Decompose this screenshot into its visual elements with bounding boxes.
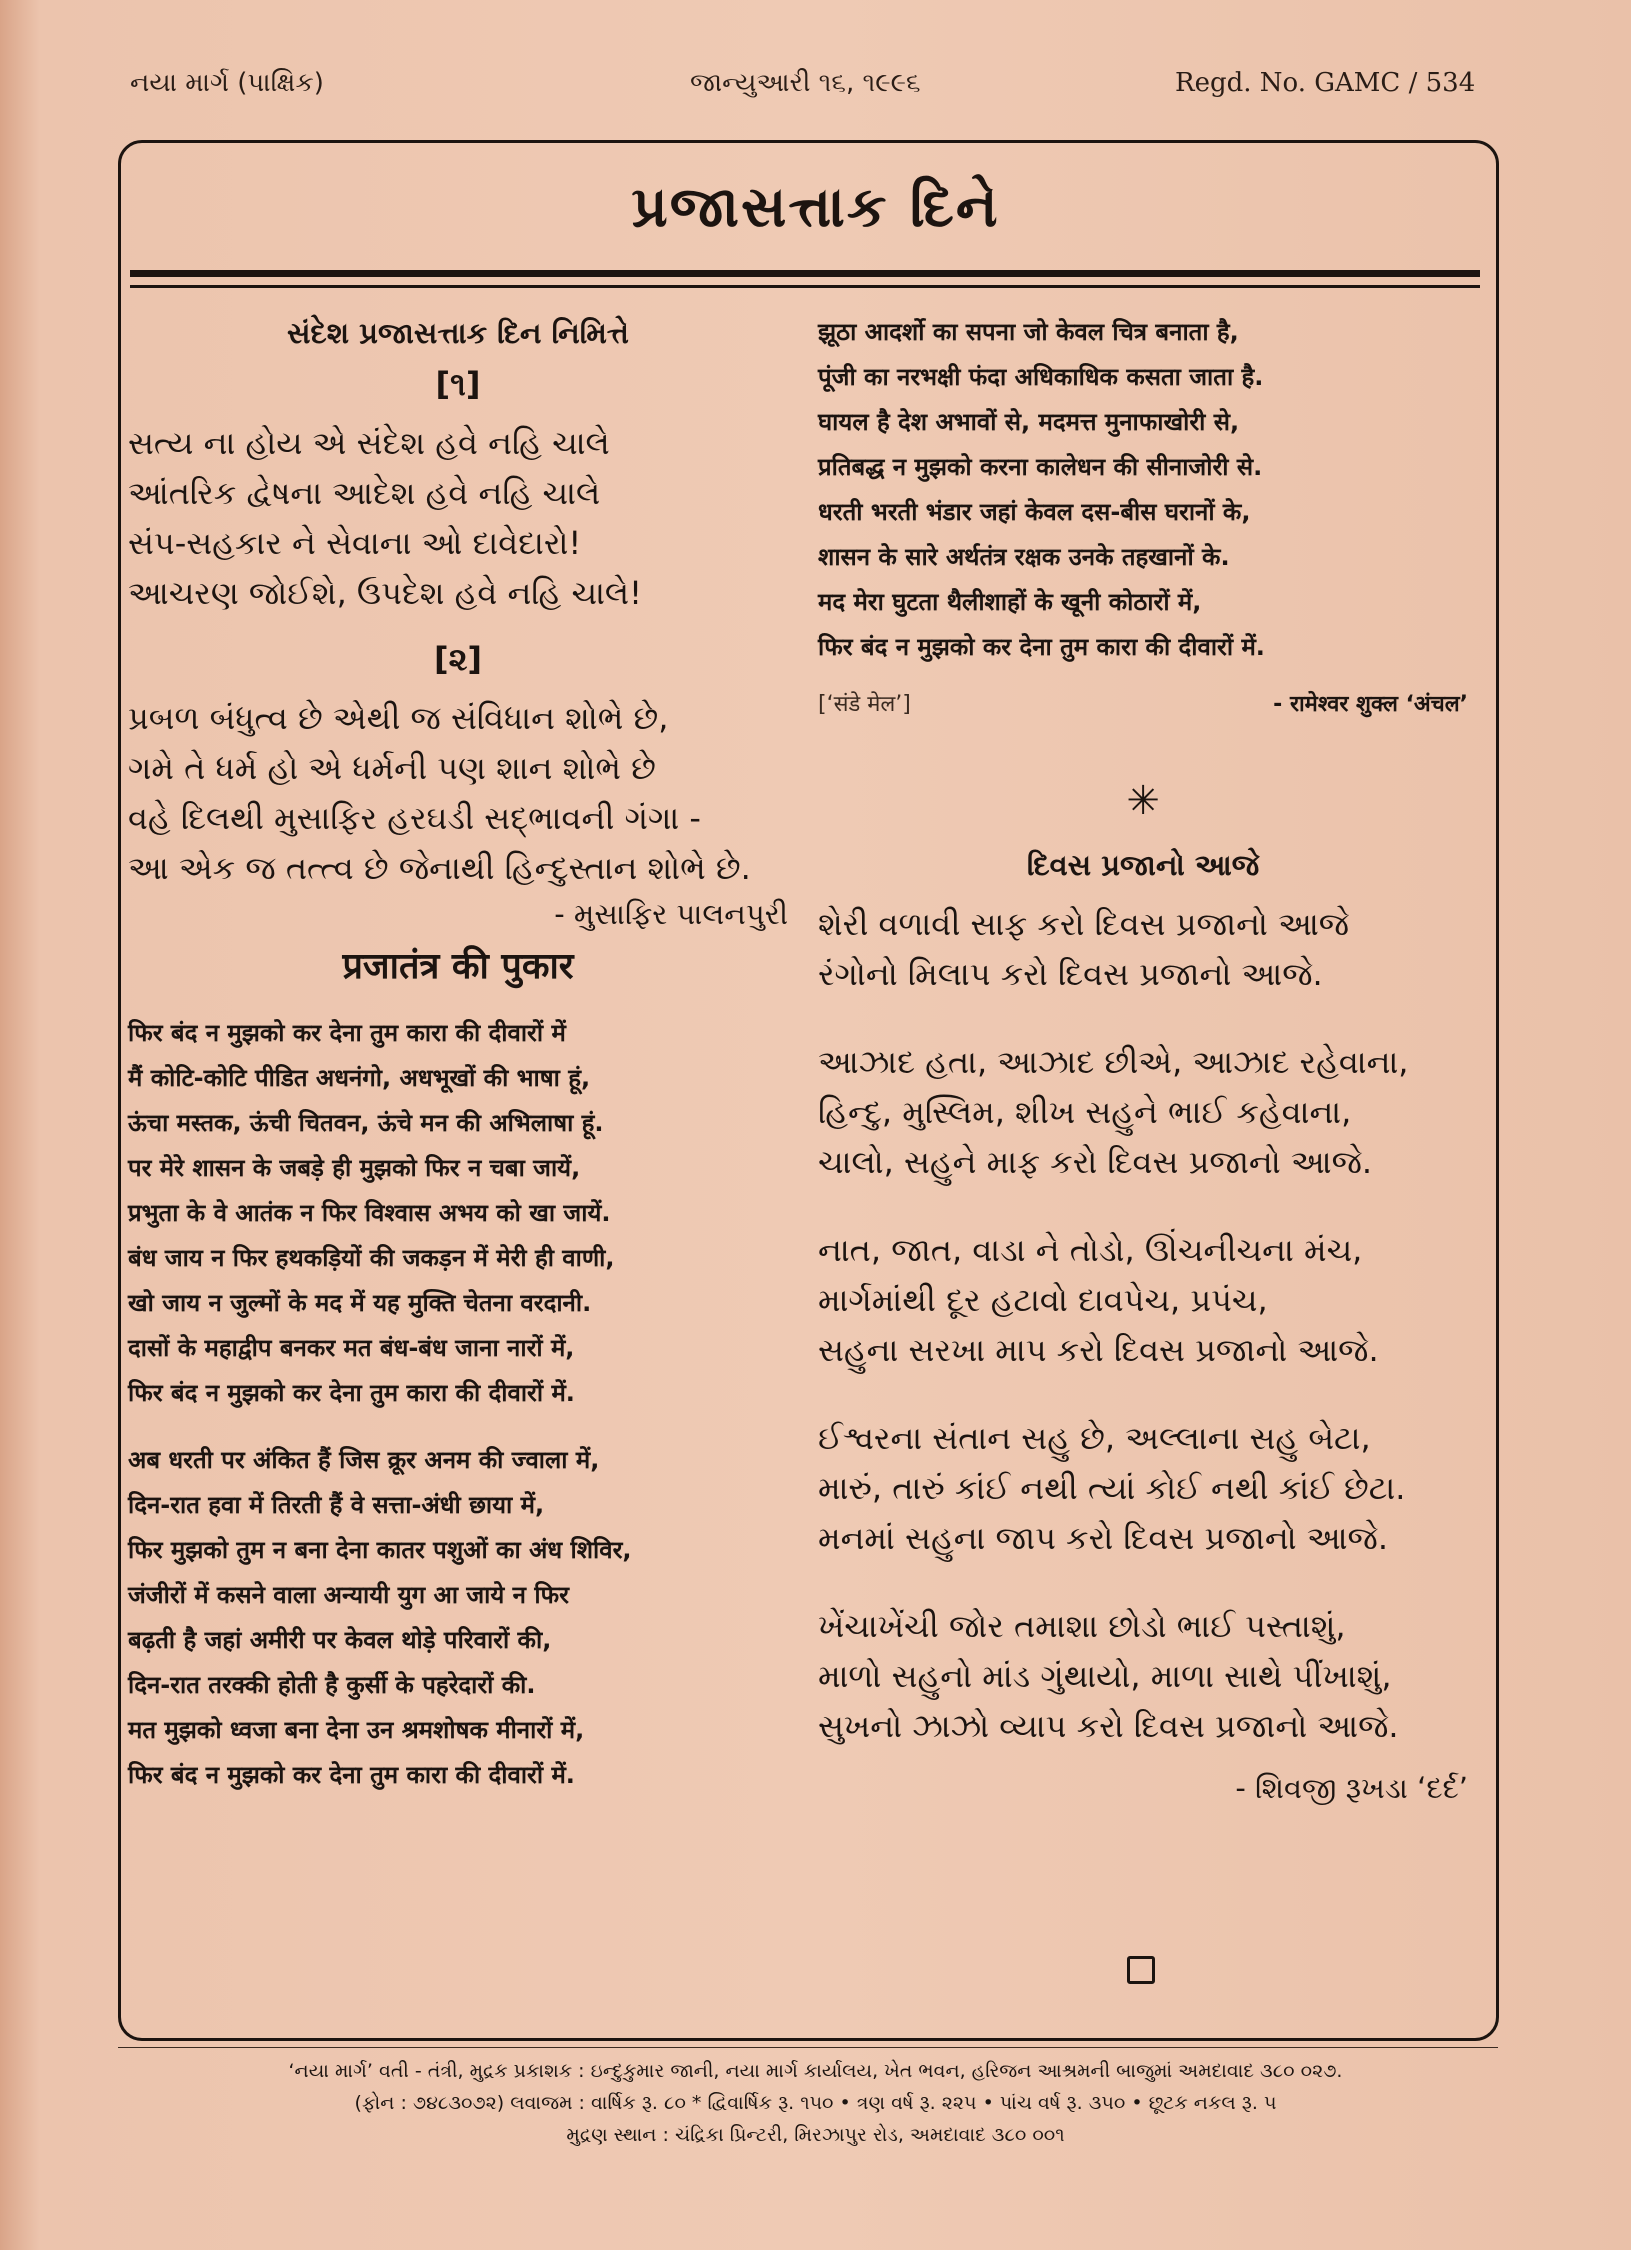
hindi-line: घायल है देश अभावों से, मदमत्त मुनाफाखोरी से, [818,408,1240,436]
asterisk-separator-icon: ✳ [1126,778,1160,824]
poem2-number: [૨] [433,640,483,678]
poem1-line: આંતરિક દ્વેષના આદેશ હવે નહિ ચાલે [128,474,601,512]
stanza-line: હિન્દુ, મુસ્લિમ, શીખ સહુને ભાઈ કહેવાના, [818,1093,1352,1131]
hindi-line: जंजीरों में कसने वाला अन्यायी युग आ जाये न फिर [128,1581,569,1609]
stanza-line: સહુના સરખા માપ કરો દિવસ પ્રજાનો આજે. [818,1331,1379,1369]
page-title: પ્રજાસત્તાક દિને [631,175,1000,240]
hindi-stanza-3 [818,310,1468,670]
source-row [818,688,1468,748]
source-citation: [‘संडे मेल’] [818,692,911,717]
gujarati-poem-heading: દિવસ પ્રજાનો આજે [1026,848,1260,882]
poem2 [128,693,788,893]
hindi-line: प्रभुता के वे आतंक न फिर विश्वास अभय को खा जायें. [128,1199,611,1227]
hindi-line: पर मेरे शासन के जबड़े ही मुझको फिर न चबा जायें, [128,1154,581,1182]
poem2-author: - મુસાફિર પાલનપુરી [554,897,788,931]
footer-line: (ફોન : ૭૪૮૩૦૭૨) લવાજમ : વાર્ષિક રૂ. ૮૦ * દ્વિવાર્ષિક રૂ. ૧૫૦ • ત્રણ વર્ષ રૂ. ૨૨૫ • પાંચ વર્ષ રૂ. ૩૫૦ • છૂટક નકલ રૂ. ૫ [354,2092,1277,2114]
stanza-line: શેરી વળાવી સાફ કરો દિવસ પ્રજાનો આજે [818,905,1350,943]
hindi-line: खो जाय न जुल्मों के मद में यह मुक्ति चेतना वरदानी. [128,1289,592,1317]
hindi-line: धरती भरती भंडार जहां केवल दस-बीस घरानों के, [818,498,1251,526]
poem2-line: ગમે તે ધર્મ હો એ ધર્મની પણ શાન શોભે છે [128,749,656,787]
stanza [818,1225,1468,1375]
hindi-line: पूंजी का नरभक्षी फंदा अधिकाधिक कसता जाता है. [818,363,1264,391]
stanza [818,1413,1468,1563]
stanza-line: આઝાદ હતા, આઝાદ છીએ, આઝાદ રહેવાના, [818,1043,1409,1081]
hindi-line: मत मुझको ध्वजा बना देना उन श्रमशोषक मीनारों में, [128,1716,585,1744]
poem1-line: સત્ય ના હોય એ સંદેશ હવે નહિ ચાલે [128,424,610,462]
end-mark-icon [1127,1956,1155,1984]
hindi-line: फिर बंद न मुझको कर देना तुम कारा की दीवारों में [128,1019,566,1047]
hindi-line: मैं कोटि-कोटि पीडित अधनंगो, अधभूखों की भाषा हूं, [128,1064,591,1092]
hindi-line: फिर बंद न मुझको कर देना तुम कारा की दीवारों में. [128,1761,575,1789]
hindi-line: दिन-रात हवा में तिरती हैं वे सत्ता-अंधी छाया में, [128,1491,545,1519]
hindi-line: बंध जाय न फिर हथकड़ियों की जकड़न में मेरी ही वाणी, [128,1244,615,1272]
stanza-line: ઈશ્વરના સંતાન સહુ છે, અલ્લાના સહુ બેટા, [818,1419,1371,1457]
stanza-line: મનમાં સહુના જાપ કરો દિવસ પ્રજાનો આજે. [818,1519,1388,1557]
poem2-line: આ એક જ તત્ત્વ છે જેનાથી હિન્દુસ્તાન શોભે છે. [128,849,751,887]
left-column [128,310,788,1798]
right-column [818,310,1468,1814]
hindi-line: दिन-रात तरक्की होती है कुर्सी के पहरेदारों की. [128,1671,536,1699]
imprint-footer [100,2055,1531,2151]
stanza [818,1601,1468,1751]
stanza [818,899,1468,999]
hindi-line: दासों के महाद्वीप बनकर मत बंध-बंध जाना नारों में, [128,1334,575,1362]
section-heading: સંદેશ પ્રજાસત્તાક દિન નિમિત્તે [287,316,629,350]
stanza-line: ખેંચાખેંચી જોર તમાશા છોડો ભાઈ પસ્તાશું, [818,1607,1346,1645]
hindi-line: शासन के सारे अर्थतंत्र रक्षक उनके तहखानों के. [818,543,1230,571]
hindi-line: फिर बंद न मुझको कर देना तुम कारा की दीवारों में. [818,633,1265,661]
stanza-line: નાત, જાત, વાડા ને તોડો, ઊંચનીચના મંચ, [818,1231,1363,1269]
hindi-stanza-2 [128,1438,788,1798]
poem1-number: [૧] [435,365,481,403]
stanza-line: રંગોનો મિલાપ કરો દિવસ પ્રજાનો આજે. [818,955,1323,993]
registration-number: Regd. No. GAMC / 534 [1175,68,1476,98]
hindi-line: प्रतिबद्ध न मुझको करना कालेधन की सीनाजोरी से. [818,453,1263,481]
hindi-line: फिर बंद न मुझको कर देना तुम कारा की दीवारों में. [128,1379,575,1407]
issue-date: જાન્યુઆરી ૧૬, ૧૯૯૬ [690,68,921,98]
title-rule-thick [130,270,1480,277]
stanza-line: મારું, તારું કાંઈ નથી ત્યાં કોઈ નથી કાંઈ છેટા. [818,1469,1406,1507]
poem2-line: પ્રબળ બંધુત્વ છે એથી જ સંવિધાન શોભે છે, [128,699,669,737]
gujarati-poem-author: - શિવજી રૂખડા ‘દર્દ’ [1235,1771,1468,1805]
poem2-line: વહે દિલથી મુસાફિર હરઘડી સદ્ભાવની ગંગા - [128,799,701,837]
hindi-line: फिर मुझको तुम न बना देना कातर पशुओं का अंध शिविर, [128,1536,632,1564]
publication-name: નયા માર્ગ (પાક્ષિક) [130,68,324,98]
hindi-line: बढ़ती है जहां अमीरी पर केवल थोड़े परिवारों की, [128,1626,552,1654]
stanza-line: માળો સહુનો માંડ ગુંથાયો, માળા સાથે પીંખાશું, [818,1657,1392,1695]
hindi-line: मद मेरा घुटता थैलीशाहों के खूनी कोठारों में, [818,588,1202,616]
stanza-line: ચાલો, સહુને માફ કરો દિવસ પ્રજાનો આજે. [818,1143,1373,1181]
footer-line: મુદ્રણ સ્થાન : ચંદ્રિકા પ્રિન્ટરી, મિરઝાપુર રોડ, અમદાવાદ ૩૮૦ ૦૦૧ [566,2124,1065,2146]
poem1-line: આચરણ જોઈશે, ઉપદેશ હવે નહિ ચાલે! [128,574,642,612]
stanza [818,1037,1468,1187]
poem1-line: સંપ-સહકાર ને સેવાના ઓ દાવેદારો! [128,524,582,562]
stanza-line: માર્ગમાંથી દૂર હટાવો દાવપેચ, પ્રપંચ, [818,1281,1268,1319]
poem1 [128,418,788,618]
hindi-line: झूठा आदर्शो का सपना जो केवल चित्र बनाता है, [818,318,1239,346]
hindi-line: ऊंचा मस्तक, ऊंची चितवन, ऊंचे मन की अभिलाषा हूं. [128,1109,604,1137]
hindi-line: अब धरती पर अंकित हैं जिस क्रूर अनम की ज्वाला में, [128,1446,600,1474]
hindi-stanza-1 [128,1011,788,1416]
hindi-poem-author: - रामेश्वर शुक्ल ‘अंचल’ [1273,692,1468,717]
title-rule-thin [130,285,1480,288]
stanza-line: સુખનો ઝાઝો વ્યાપ કરો દિવસ પ્રજાનો આજે. [818,1707,1399,1745]
footer-line: ‘નયા માર્ગ’ વતી - તંત્રી, મુદ્રક પ્રકાશક : ઇન્દુકુમાર જાની, નયા માર્ગ કાર્યાલય, ખેત ભવન, હરિજન આશ્રમની બાજુમાં અમદાવાદ ૩૮૦ ૦૨૭. [288,2060,1343,2082]
footer-rule [118,2047,1498,2048]
hindi-poem-heading: प्रजातंत्र की पुकार [342,946,574,987]
